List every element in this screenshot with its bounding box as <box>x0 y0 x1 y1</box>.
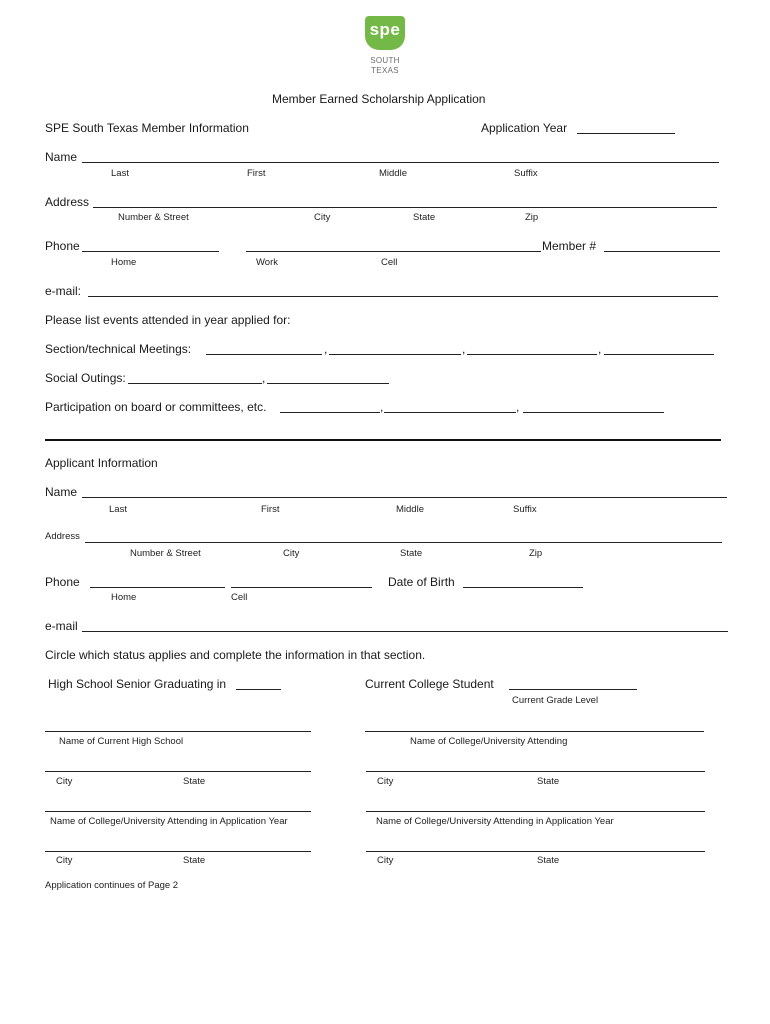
events-prompt: Please list events attended in year applied for: <box>45 313 291 327</box>
member-name-first: First <box>247 168 266 179</box>
hs-city-caption: City <box>56 776 73 787</box>
applicant-address-state: State <box>400 548 423 559</box>
member-email-field[interactable] <box>88 296 718 297</box>
board-label: Participation on board or committees, etc. <box>45 400 267 414</box>
member-name-middle: Middle <box>379 168 407 179</box>
applicant-email-label: e-mail <box>45 619 78 633</box>
applicant-name-field[interactable] <box>82 497 727 498</box>
document-title: Member Earned Scholarship Application <box>272 92 486 106</box>
member-name-last: Last <box>111 168 129 179</box>
board-field-1[interactable] <box>280 412 380 413</box>
date-of-birth-field[interactable] <box>463 587 583 588</box>
hs-college-in-year-caption: Name of College/University Attending in Application Year <box>50 816 288 827</box>
board-field-3[interactable] <box>523 412 664 413</box>
logo-line-2: TEXAS <box>371 66 399 75</box>
member-address-field[interactable] <box>93 207 717 208</box>
member-phone-label: Phone <box>45 239 80 253</box>
footer-note: Application continues of Page 2 <box>45 880 179 891</box>
college-name-field[interactable] <box>365 731 704 732</box>
applicant-section-label: Applicant Information <box>45 456 158 470</box>
college-in-year-city-caption: City <box>377 855 394 866</box>
hs-college-state-caption: State <box>183 855 206 866</box>
date-of-birth-label: Date of Birth <box>388 575 455 589</box>
comma: , <box>324 342 328 356</box>
status-prompt: Circle which status applies and complete the information in that section. <box>45 648 426 662</box>
meeting-field-1[interactable] <box>206 354 322 355</box>
comma: , <box>462 342 466 356</box>
member-name-field[interactable] <box>82 162 719 163</box>
applicant-address-field[interactable] <box>85 542 722 543</box>
college-in-year-city-state-field[interactable] <box>366 851 705 852</box>
member-section-label: SPE South Texas Member Information <box>45 121 249 135</box>
applicant-address-zip: Zip <box>529 548 543 559</box>
meeting-field-2[interactable] <box>329 354 461 355</box>
college-in-year-state-caption: State <box>537 855 560 866</box>
member-phone-work-cell-field[interactable] <box>246 251 541 252</box>
comma: , <box>598 342 602 356</box>
graduation-year-field[interactable] <box>236 689 281 690</box>
grade-level-field[interactable] <box>509 689 637 690</box>
hs-state-caption: State <box>183 776 206 787</box>
member-number-field[interactable] <box>604 251 720 252</box>
application-year-field[interactable] <box>577 133 675 134</box>
comma: , <box>380 400 384 414</box>
logo-line-1: SOUTH <box>370 56 400 65</box>
social-field-1[interactable] <box>128 383 262 384</box>
social-label: Social Outings: <box>45 371 126 385</box>
member-address-city: City <box>314 212 331 223</box>
member-phone-work: Work <box>256 257 278 268</box>
college-in-year-field[interactable] <box>366 811 705 812</box>
member-number-label: Member # <box>542 239 597 253</box>
meeting-field-4[interactable] <box>604 354 714 355</box>
member-name-suffix: Suffix <box>514 168 538 179</box>
member-address-zip: Zip <box>525 212 539 223</box>
member-address-street: Number & Street <box>118 212 189 223</box>
applicant-name-last: Last <box>109 504 127 515</box>
meetings-label: Section/technical Meetings: <box>45 342 192 356</box>
college-name-caption: Name of College/University Attending <box>410 736 568 747</box>
member-address-state: State <box>413 212 436 223</box>
applicant-address-street: Number & Street <box>130 548 201 559</box>
college-state-caption: State <box>537 776 560 787</box>
applicant-name-first: First <box>261 504 280 515</box>
section-divider <box>45 439 721 441</box>
college-city-caption: City <box>377 776 394 787</box>
grade-level-caption: Current Grade Level <box>512 695 599 706</box>
applicant-phone-cell: Cell <box>231 592 248 603</box>
hs-college-in-year-field[interactable] <box>45 811 311 812</box>
high-school-city-state-field[interactable] <box>45 771 311 772</box>
member-phone-home-field[interactable] <box>82 251 219 252</box>
comma: , <box>262 371 266 385</box>
member-name-label: Name <box>45 150 78 164</box>
logo-mark: spe <box>369 20 401 39</box>
college-student-label[interactable]: Current College Student <box>365 677 494 691</box>
hs-college-city-caption: City <box>56 855 73 866</box>
member-phone-home: Home <box>111 257 137 268</box>
applicant-name-suffix: Suffix <box>513 504 537 515</box>
member-phone-cell: Cell <box>381 257 398 268</box>
applicant-name-label: Name <box>45 485 78 499</box>
meeting-field-3[interactable] <box>467 354 597 355</box>
applicant-name-middle: Middle <box>396 504 424 515</box>
applicant-phone-label: Phone <box>45 575 80 589</box>
applicant-email-field[interactable] <box>82 631 728 632</box>
social-field-2[interactable] <box>267 383 389 384</box>
comma: , <box>516 400 520 414</box>
hs-college-city-state-field[interactable] <box>45 851 311 852</box>
applicant-address-label: Address <box>45 531 80 542</box>
spe-south-texas-logo <box>362 16 408 78</box>
high-school-name-field[interactable] <box>45 731 311 732</box>
high-school-name-caption: Name of Current High School <box>59 736 184 747</box>
member-address-label: Address <box>45 195 90 209</box>
applicant-phone-cell-field[interactable] <box>231 587 372 588</box>
applicant-phone-home-field[interactable] <box>90 587 225 588</box>
board-field-2[interactable] <box>384 412 516 413</box>
applicant-address-city: City <box>283 548 300 559</box>
high-school-senior-label[interactable]: High School Senior Graduating in <box>48 677 227 691</box>
application-year-label: Application Year <box>481 121 568 135</box>
applicant-phone-home: Home <box>111 592 137 603</box>
member-email-label: e-mail: <box>45 284 82 298</box>
college-city-state-field[interactable] <box>366 771 705 772</box>
college-in-year-caption: Name of College/University Attending in Application Year <box>376 816 614 827</box>
